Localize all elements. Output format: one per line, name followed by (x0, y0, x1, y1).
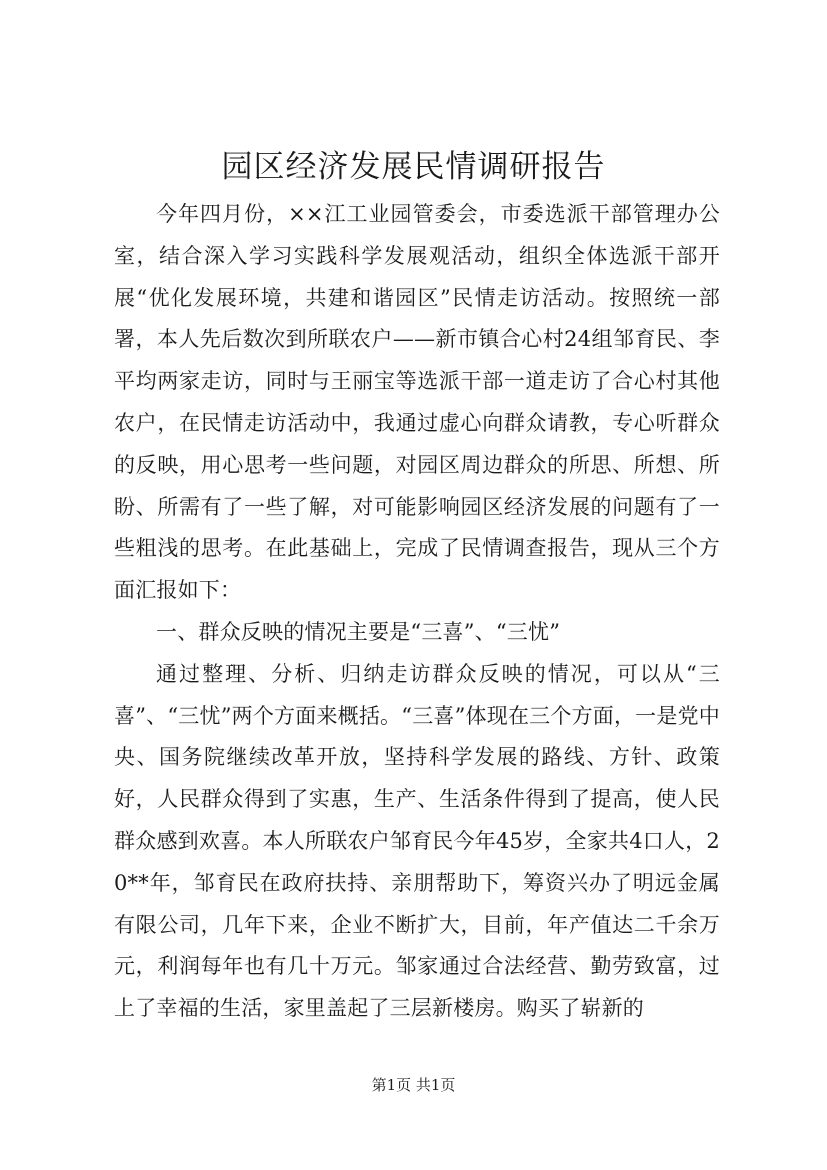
document-body (114, 194, 720, 1030)
paragraph-section-1: 通过整理、分析、归纳走访群众反映的情况，可以从“三喜”、“三忧”两个方面来概括。“三喜”体现在三个方面，一是党中央、国务院继续改革开放，坚持科学发展的路线、方针、政策好，人民群众得到了实惠，生产、生活条件得到了提高，使人民群众感到欢喜。本人所联农户邹育民今年45岁，全家共4口人，20**年，邹育民在政府扶持、亲朋帮助下，筹资兴办了明远金属有限公司，几年下来，企业不断扩大，目前，年产值达二千余万元，利润每年也有几十万元。邹家通过合法经营、勤劳致富，过上了幸福的生活，家里盖起了三层新楼房。购买了崭新的 (114, 661, 720, 1021)
paragraph-intro: 今年四月份，××江工业园管委会，市委选派干部管理办公室，结合深入学习实践科学发展观活动，组织全体选派干部开展“优化发展环境，共建和谐园区”民情走访活动。按照统一部署，本人先后数次到所联农户——新市镇合心村24组邹育民、李平均两家走访，同时与王丽宝等选派干部一道走访了合心村其他农户，在民情走访活动中，我通过虚心向群众请教，专心听群众的反映，用心思考一些问题，对园区周边群众的所思、所想、所盼、所需有了一些了解，对可能影响园区经济发展的问题有了一些粗浅的思考。在此基础上，完成了民情调查报告，现从三个方面汇报如下： (114, 202, 720, 603)
page-footer: 第1页 共1页 (371, 1076, 456, 1094)
document-title: 园区经济发展民情调研报告 (221, 149, 606, 185)
section-heading-1: 一、群众反映的情况主要是“三喜”、“三忧” (156, 619, 561, 644)
